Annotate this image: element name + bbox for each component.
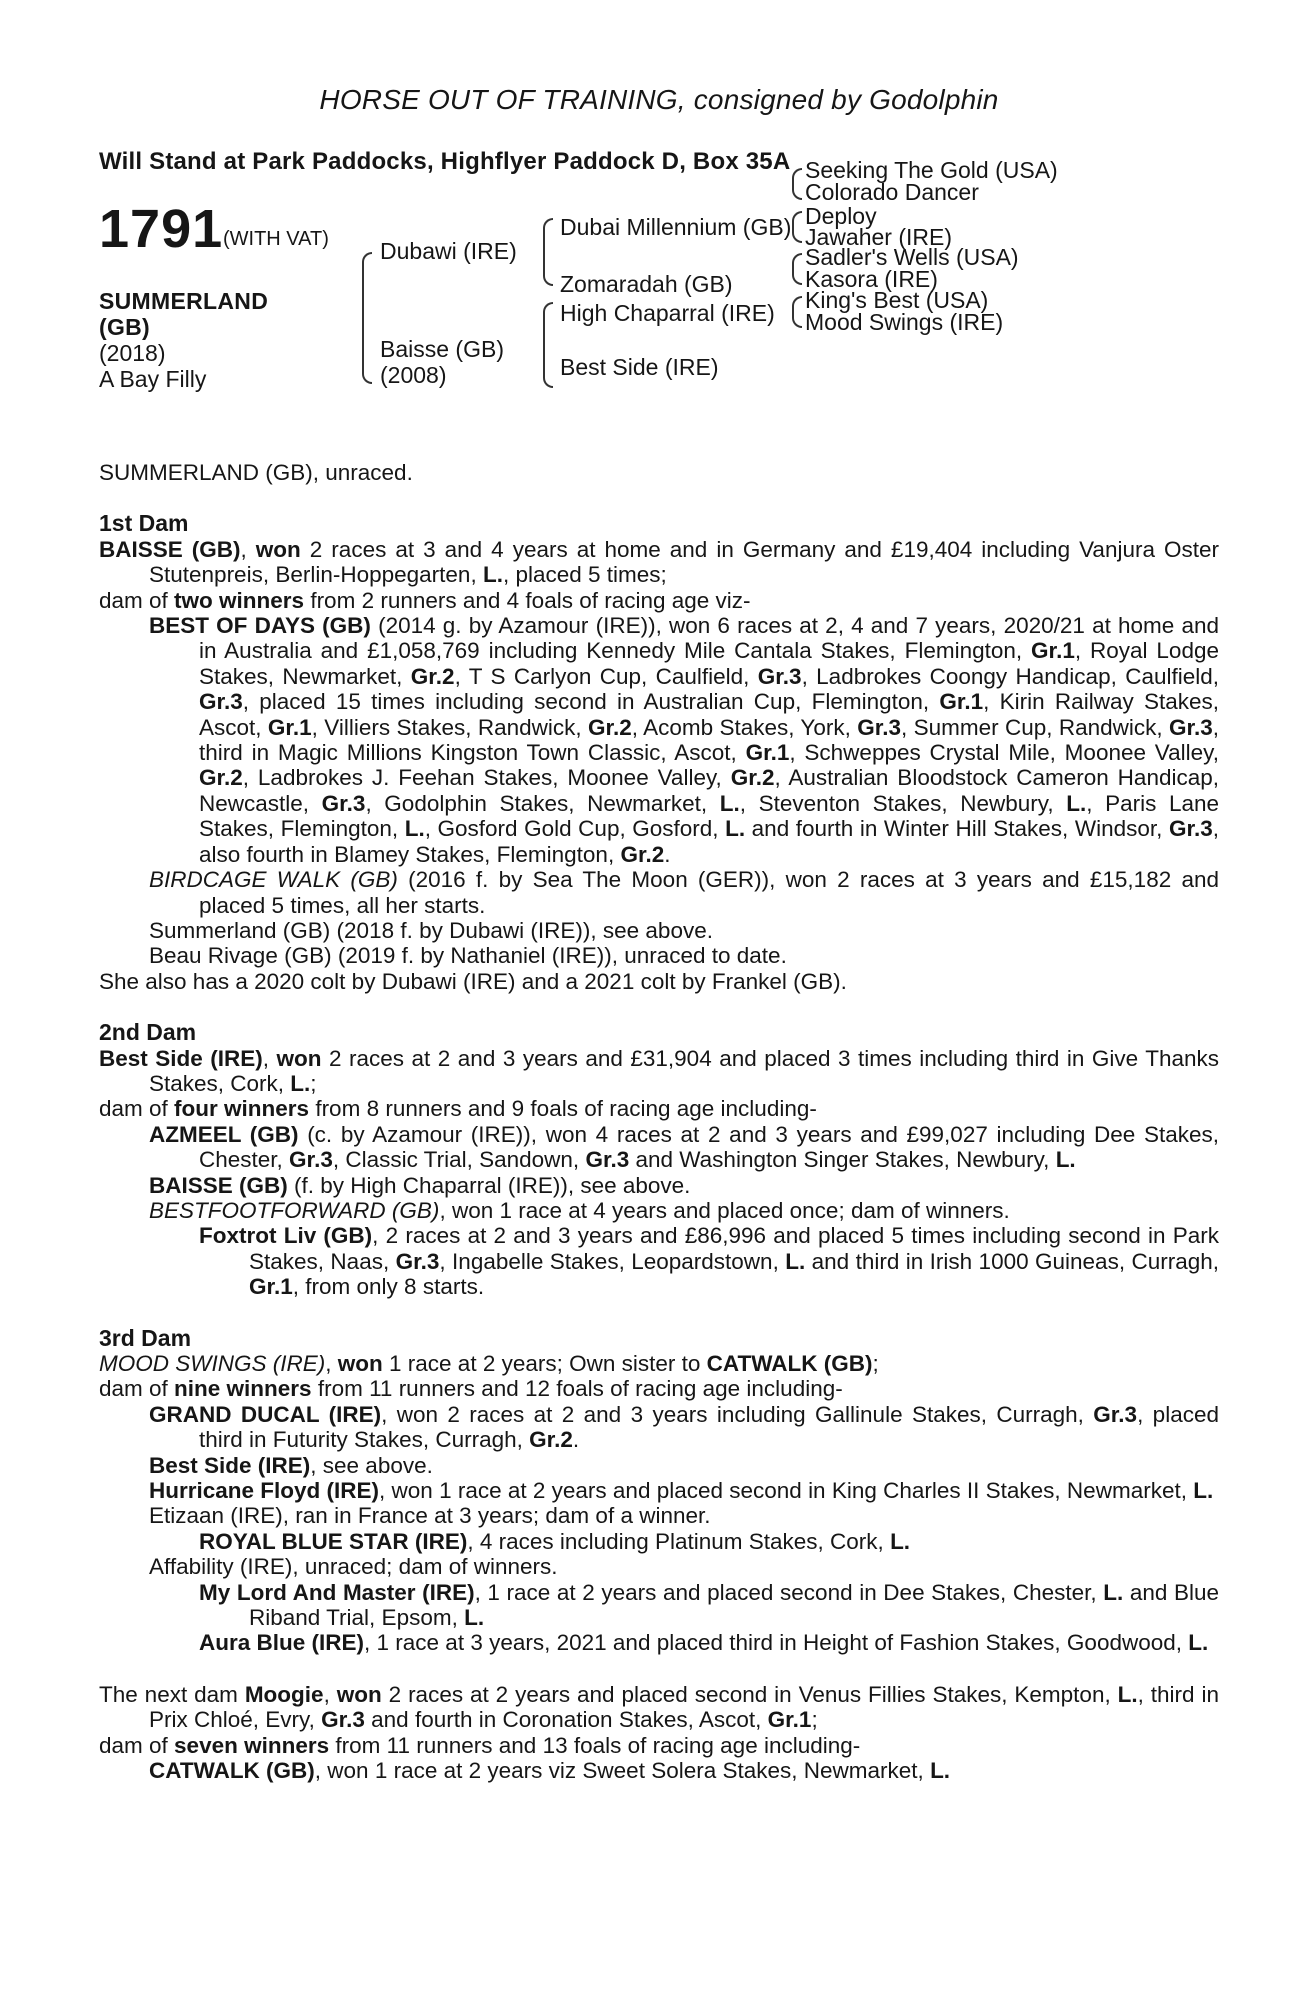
produce-affability: Affability (IRE), unraced; dam of winners.: [149, 1554, 558, 1580]
pedigree-g5: Sadler's Wells (USA): [805, 244, 1019, 270]
produce-royal-blue-star: ROYAL BLUE STAR (IRE), 4 races including Platinum Stakes, Cork, L.: [199, 1528, 911, 1554]
pedigree-sire-dam: Zomaradah (GB): [560, 271, 733, 297]
horse-year: (2018): [99, 340, 166, 366]
third-dam-record: MOOD SWINGS (IRE), won 1 race at 2 years; Own sister to CATWALK (GB);: [99, 1351, 879, 1376]
produce-best-of-days: BEST OF DAYS (GB) (2014 g. by Azamour (IRE)), won 6 races at 2, 4 and 7 years, 2020/21 at home and in Australia and £1,058,769 including Kennedy Mile Cantala Stakes, Flemington, Gr.1, Royal Lodge Stakes, Newmarket, Gr.2, T S Carlyon Cup, Caulfield, Gr.3, Ladbrokes Coongy Handicap, Caulfield, Gr.3, placed 15 times including second in Australian Cup, Flemington, Gr.1, Kirin Railway Stakes, Ascot, Gr.1, Villiers Stakes, Randwick, Gr.2, Acomb Stakes, York, Gr.3, Summer Cup, Randwick, Gr.3, third in Magic Millions Kingston Town Classic, Ascot, Gr.1, Schweppes Crystal Mile, Moonee Valley, Gr.2, Ladbrokes J. Feehan Stakes, Moonee Valley, Gr.2, Australian Bloodstock Cameron Handicap, Newcastle, Gr.3, Godolphin Stakes, Newmarket, L., Steventon Stakes, Newbury, L., Paris Lane Stakes, Flemington, L., Gosford Gold Cup, Gosford, L. and fourth in Winter Hill Stakes, Windsor, Gr.3, also fourth in Blamey Stakes, Flemington, Gr.2.: [149, 613, 1220, 867]
pedigree-dam-dam: Best Side (IRE): [560, 354, 719, 380]
pedigree-g8: Mood Swings (IRE): [805, 309, 1004, 335]
pedigree-g6: Kasora (IRE): [805, 266, 938, 292]
pedigree-dam-year: (2008): [380, 362, 447, 388]
produce-aura-blue: Aura Blue (IRE), 1 race at 3 years, 2021 and placed third in Height of Fashion Stakes, Goodwood, L.: [199, 1630, 1209, 1656]
lot-number: 1791: [99, 199, 224, 259]
produce-catwalk: CATWALK (GB), won 1 race at 2 years viz Sweet Solera Stakes, Newmarket, L.: [149, 1758, 951, 1784]
pedigree-brace: [543, 218, 553, 286]
pedigree-brace: [792, 168, 802, 200]
pedigree-dam: Baisse (GB): [380, 336, 504, 362]
horse-description: A Bay Filly: [99, 366, 207, 392]
produce-summerland: Summerland (GB) (2018 f. by Dubawi (IRE)), see above.: [149, 917, 713, 943]
stand-location: Will Stand at Park Paddocks, Highflyer Paddock D, Box 35A: [99, 148, 791, 175]
produce-hurricane-floyd: Hurricane Floyd (IRE), won 1 race at 2 years and placed second in King Charles II Stakes, Newmarket, L.: [149, 1478, 1214, 1504]
produce-foxtrot-liv: Foxtrot Liv (GB), 2 races at 2 and 3 years and £86,996 and placed 5 times including second in Park Stakes, Naas, Gr.3, Ingabelle Stakes, Leopardstown, L. and third in Irish 1000 Guineas, Curragh, Gr.1, from only 8 starts.: [199, 1223, 1220, 1300]
pedigree-brace: [362, 252, 372, 384]
page-title: HORSE OUT OF TRAINING, consigned by Godolphin: [319, 84, 999, 115]
third-dam-heading: 3rd Dam: [99, 1324, 192, 1351]
next-dam-record: The next dam Moogie, won 2 races at 2 years and placed second in Venus Fillies Stakes, Kempton, L., third in Prix Chloé, Evry, Gr.3 and fourth in Coronation Stakes, Ascot, Gr.1;: [99, 1681, 1219, 1733]
produce-baisse: BAISSE (GB) (f. by High Chaparral (IRE)), see above.: [149, 1172, 691, 1198]
produce-best-side: Best Side (IRE), see above.: [149, 1452, 433, 1478]
second-dam-produce-summary: dam of four winners from 8 runners and 9 foals of racing age including-: [99, 1096, 817, 1122]
pedigree-sire: Dubawi (IRE): [380, 238, 517, 264]
pedigree-g1: Seeking The Gold (USA): [805, 157, 1058, 183]
produce-etizaan: Etizaan (IRE), ran in France at 3 years; dam of a winner.: [149, 1503, 711, 1529]
first-dam-record: BAISSE (GB), won 2 races at 3 and 4 years at home and in Germany and £19,404 including Vanjura Oster Stutenpreis, Berlin-Hoppegarten, L., placed 5 times;: [99, 536, 1219, 588]
second-dam-record: Best Side (IRE), won 2 races at 2 and 3 years and £31,904 and placed 3 times including third in Give Thanks Stakes, Cork, L.;: [99, 1045, 1219, 1096]
produce-birdcage-walk: BIRDCAGE WALK (GB) (2016 f. by Sea The Moon (GER)), won 2 races at 3 years and £15,182 and placed 5 times, all her starts.: [149, 867, 1219, 918]
produce-azmeel: AZMEEL (GB) (c. by Azamour (IRE)), won 4 races at 2 and 3 years and £99,027 including Dee Stakes, Chester, Gr.3, Classic Trial, Sandown, Gr.3 and Washington Singer Stakes, Newbury, L.: [149, 1121, 1220, 1173]
pedigree-g2: Colorado Dancer: [805, 179, 979, 205]
produce-grand-ducal: GRAND DUCAL (IRE), won 2 races at 2 and 3 years including Gallinule Stakes, Curragh, Gr.3, placed third in Futurity Stakes, Curragh, Gr.2.: [149, 1401, 1219, 1453]
produce-bestfootforward: BESTFOOTFORWARD (GB), won 1 race at 4 years and placed once; dam of winners.: [149, 1197, 1010, 1223]
horse-name: SUMMERLAND (GB): [99, 288, 269, 340]
third-dam-produce-summary: dam of nine winners from 11 runners and 12 foals of racing age including-: [99, 1376, 843, 1402]
second-dam-heading: 2nd Dam: [99, 1019, 197, 1046]
first-dam-produce-summary: dam of two winners from 2 runners and 4 foals of racing age viz-: [99, 587, 751, 613]
produce-record: [99, 460, 1219, 1784]
pedigree-dam-sire: High Chaparral (IRE): [560, 300, 775, 326]
vat-note: (WITH VAT): [223, 228, 329, 250]
pedigree-g3: Deploy: [805, 203, 877, 229]
pedigree-brace: [543, 302, 553, 388]
pedigree-g7: King's Best (USA): [805, 287, 989, 313]
pedigree-brace: [792, 211, 802, 243]
produce-beau-rivage: Beau Rivage (GB) (2019 f. by Nathaniel (IRE)), unraced to date.: [149, 943, 787, 969]
pedigree-g4: Jawaher (IRE): [805, 224, 952, 250]
pedigree-brace: [792, 253, 802, 285]
next-dam-produce-summary: dam of seven winners from 11 runners and 13 foals of racing age including-: [99, 1732, 861, 1758]
produce-my-lord-and-master: My Lord And Master (IRE), 1 race at 2 years and placed second in Dee Stakes, Chester, L. and Blue Riband Trial, Epsom, L.: [199, 1579, 1219, 1631]
first-dam-note: She also has a 2020 colt by Dubawi (IRE) and a 2021 colt by Frankel (GB).: [99, 968, 847, 994]
pedigree-sire-sire: Dubai Millennium (GB): [560, 214, 792, 240]
first-dam-heading: 1st Dam: [99, 510, 189, 537]
racing-summary: SUMMERLAND (GB), unraced.: [99, 460, 413, 485]
pedigree-brace: [792, 296, 802, 328]
